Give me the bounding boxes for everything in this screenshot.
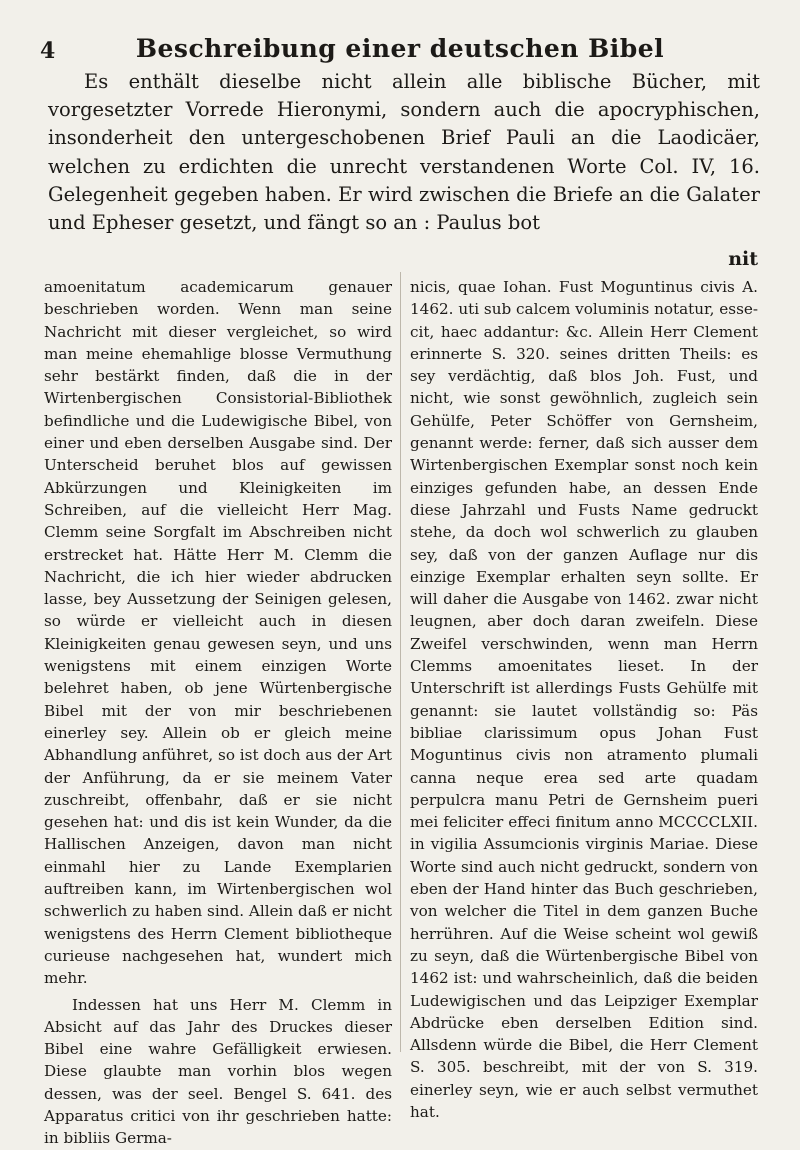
left-paragraph-2: Indessen hat uns Herr M. Clemm in Absicht auf das Jahr des Druckes dieser Bibel eine wahre Gefälligkeit erwiesen. Diese glaubte man vorhin blos wegen dessen, was der seel. Bengel S. 641. des Apparatus critici von ihr geschrieben hatte: in bibliis Germa- bbox=[44, 995, 392, 1148]
page-number: 4 bbox=[40, 38, 56, 64]
right-paragraph-1: nicis, quae Iohan. Fust Moguntinus civis A. 1462. uti sub calcem voluminis notatur, esse-cit, haec addantur: &c. Allein Herr Clement erinnerte S. 320. seines dritten Theils: es sey verdächtig, daß blos Joh. Fust, und nicht, wie sonst gewöhnlich, zugleich sein Gehülfe, Peter Schöffer von Gernsheim, genannt werde: ferner, daß sich ausser dem Wirtenbergischen Exemplar sonst noch kein einziges gefunden habe, an dessen Ende diese Jahrzahl und Fusts Name gedruckt stehe, da doch wol schwerlich zu glauben sey, daß von der ganzen Auflage nur dis einzige Exemplar erhalten seyn sollte. Er will daher die Ausgabe von 1462. zwar nicht leugnen, aber doch daran zweifeln. Diese Zweifel verschwinden, wenn man Herrn Clemms amoenitates lieset. In der Unterschrift ist allerdings Fusts Gehülfe mit genannt: sie lautet vollständig so: Päs bibliae clarissimum opus Johan Fust Moguntinus civis non atramento plumali canna neque erea sed arte quadam perpulcra manu Petri de Gernsheim pueri mei feliciter effeci finitum anno MCCCCLXII. in vigilia Assumcionis virginis Mariae. Diese Worte sind auch nicht gedruckt, sondern von eben der Hand hinter das Buch geschrieben, von welcher die Titel in dem ganzen Buche herrühren. Auf die Weise scheint wol gewiß zu seyn, daß die Würtenbergische Bibel von 1462 ist: und wahrscheinlich, daß die beiden Ludewigischen und das Leipziger Exemplar Abdrücke eben derselben Edition sind. Allsdenn würde die Bibel, die Herr Clement S. 305. beschreibt, mit der von S. 319. einerley seyn, wie er auch selbst vermuthet hat. bbox=[410, 278, 758, 1121]
page-header bbox=[40, 22, 760, 62]
catchword: nit bbox=[728, 248, 758, 270]
intro-paragraph bbox=[48, 68, 760, 237]
right-column bbox=[410, 276, 758, 1123]
left-column bbox=[44, 276, 392, 1150]
running-title: Beschreibung einer deutschen Bibel bbox=[135, 34, 665, 63]
column-divider bbox=[400, 272, 401, 1052]
left-paragraph-1: amoenitatum academicarum genauer beschrieben worden. Wenn man seine Nachricht mit dieser vergleichet, so wird man meine ehemahlige blosse Vermuthung sehr bestärkt finden, daß die in der Wirtenbergischen Consistorial-Bibliothek befindliche und die Ludewigische Bibel, von einer und eben derselben Ausgabe sind. Der Unterscheid beruhet blos auf gewissen Abkürzungen und Kleinigkeiten im Schreiben, auf die vielleicht Herr Mag. Clemm seine Sorgfalt im Abschreiben nicht erstrecket hat. Hätte Herr M. Clemm die Nachricht, die ich hier wieder abdrucken lasse, bey Aussetzung der Seinigen gelesen, so würde er vielleicht auch in diesen Kleinigkeiten genau gewesen seyn, und uns wenigstens mit einem einzigen Worte belehret haben, ob jene Würtenbergische Bibel mit der von mir beschriebenen einerley sey. Allein ob er gleich meine Abhandlung anführet, so ist doch aus der Art der Anführung, da er sie meinem Vater zuschreibt, offenbahr, daß er sie nicht gesehen hat: und dis ist kein Wunder, da die Hallischen Anzeigen, davon man nicht einmahl hier zu Lande Exemplarien auftreiben kann, im Wirtenbergischen wol schwerlich zu haben sind. Allein daß er nicht wenigstens des Herrn Clement bibliotheque curieuse nachgesehen hat, wundert mich mehr. bbox=[44, 278, 392, 988]
intro-text: Es enthält dieselbe nicht allein alle biblische Bücher, mit vorgesetzter Vorrede Hieronymi, sondern auch die apocryphischen, insonderheit den untergeschobenen Brief Pauli an die Laodicäer, welchen zu erdichten die unrecht verstandenen Worte Col. IV, 16. Gelegenheit gegeben haben. Er wird zwischen die Briefe an die Galater und Epheser gesetzt, und fängt so an : Paulus bot bbox=[48, 70, 760, 235]
